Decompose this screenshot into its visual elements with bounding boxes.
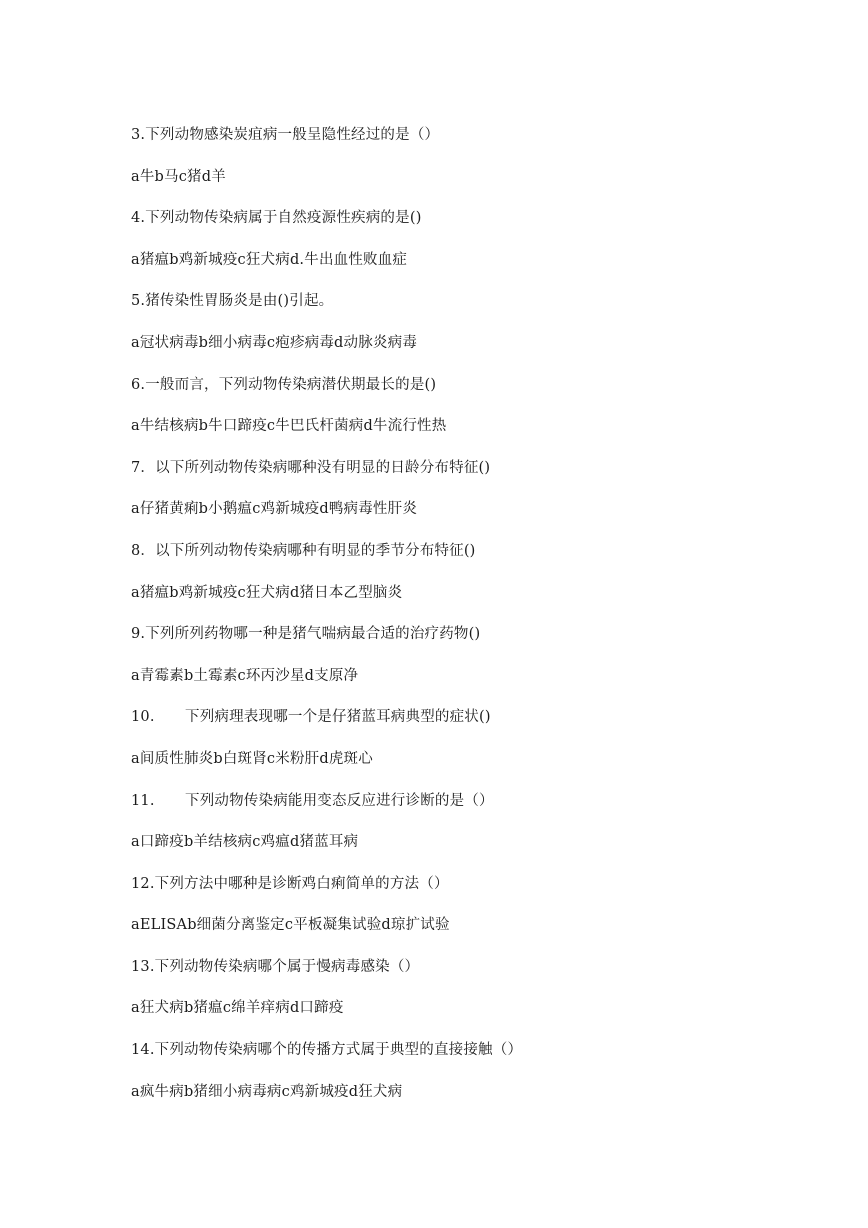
question-number: 10.: [131, 709, 155, 726]
question-text: 下列病理表现哪一个是仔猪蓝耳病典型的症状(): [185, 709, 491, 726]
options-10: a间质性肺炎b白斑肾c米粉肝d虎斑心: [131, 750, 373, 767]
question-14: 14.下列动物传染病哪个的传播方式属于典型的直接接触（）: [131, 1042, 523, 1059]
options-6: a牛结核病b牛口蹄疫c牛巴氏杆菌病d牛流行性热: [131, 418, 447, 435]
question-number: 11.: [131, 792, 155, 809]
question-5: 5.猪传染性胃肠炎是由()引起。: [131, 293, 334, 310]
question-3: 3.下列动物感染炭疽病一般呈隐性经过的是（）: [131, 127, 440, 143]
options-9: a青霉素b土霉素c环丙沙星d支原净: [131, 667, 359, 684]
options-4: a猪瘟b鸡新城疫c狂犬病d.牛出血性败血症: [131, 251, 408, 268]
options-5: a冠状病毒b细小病毒c疱疹病毒d动脉炎病毒: [131, 334, 418, 351]
question-6: 6.一般而言，下列动物传染病潜伏期最长的是(): [131, 376, 437, 393]
question-9: 9.下列所列药物哪一种是猪气喘病最合适的治疗药物(): [131, 626, 481, 643]
question-7: 7．以下所列动物传染病哪种没有明显的日龄分布特征(): [131, 459, 491, 476]
options-11: a口蹄疫b羊结核病c鸡瘟d猪蓝耳病: [131, 834, 359, 851]
question-11: [131, 790, 831, 832]
options-12: aELISAb细菌分离鉴定c平板凝集试验d琼扩试验: [131, 917, 450, 934]
question-list: [131, 124, 831, 1122]
options-3: a牛b马c猪d羊: [131, 168, 226, 185]
question-13: 13.下列动物传染病哪个属于慢病毒感染（）: [131, 958, 420, 975]
question-12: 12.下列方法中哪种是诊断鸡白痢简单的方法（）: [131, 875, 449, 892]
question-10: [131, 706, 831, 748]
question-4: 4.下列动物传染病属于自然疫源性疾病的是(): [131, 210, 422, 227]
question-8: 8．以下所列动物传染病哪种有明显的季节分布特征(): [131, 542, 476, 559]
options-7: a仔猪黄痢b小鹅瘟c鸡新城疫d鸭病毒性肝炎: [131, 501, 418, 518]
question-text: 下列动物传染病能用变态反应进行诊断的是（）: [185, 792, 494, 809]
options-8: a猪瘟b鸡新城疫c狂犬病d猪日本乙型脑炎: [131, 584, 403, 601]
options-14: a疯牛病b猪细小病毒病c鸡新城疫d狂犬病: [131, 1083, 403, 1100]
options-13: a狂犬病b猪瘟c绵羊痒病d口蹄疫: [131, 1000, 344, 1017]
